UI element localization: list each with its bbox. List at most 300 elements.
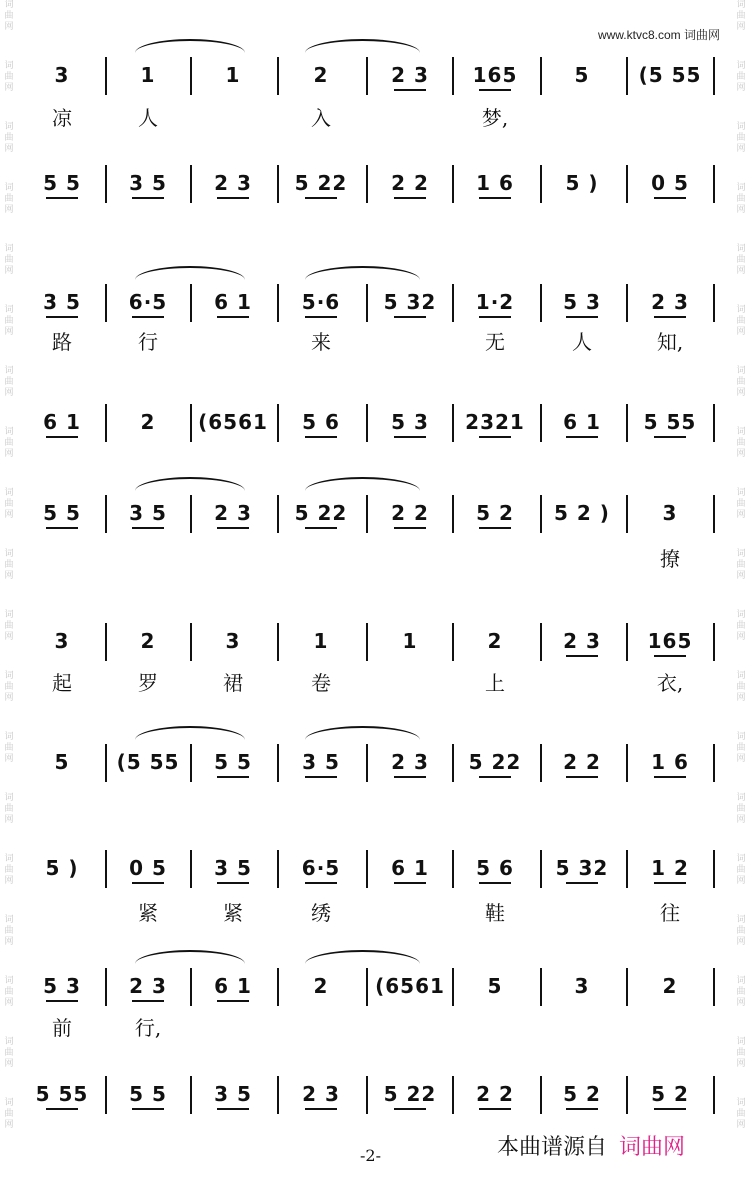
watermark-char: 词: [736, 854, 746, 864]
note-group: (6561: [375, 974, 445, 998]
watermark-char: 网: [736, 266, 746, 276]
watermark-char: 曲: [4, 926, 14, 936]
watermark-char: 网: [4, 693, 14, 703]
lyric-char: 入: [311, 106, 331, 130]
score-line: [0, 750, 750, 802]
underline-beam: [305, 527, 337, 529]
bar-line: [277, 57, 279, 95]
note-group: 2: [487, 629, 503, 653]
underline-beam: [566, 655, 598, 657]
note-group: 5 5: [214, 750, 252, 774]
watermark-char: 词: [736, 1037, 746, 1047]
underline-beam: [305, 197, 337, 199]
note-group: 2321: [465, 410, 525, 434]
underline-beam: [479, 89, 511, 91]
watermark-char: 曲: [4, 1048, 14, 1058]
lyric-char: 凉: [52, 106, 72, 130]
watermark-char: 网: [4, 1120, 14, 1130]
watermark-char: 词: [736, 0, 746, 10]
score-line: [0, 856, 750, 908]
underline-beam: [132, 1108, 164, 1110]
watermark-char: 词: [4, 610, 14, 620]
bar-line: [540, 744, 542, 782]
note-group: 6 1: [214, 974, 252, 998]
watermark-char: 曲: [736, 1109, 746, 1119]
watermark-char: 网: [736, 998, 746, 1008]
note-group: 5 5: [43, 171, 81, 195]
watermark-char: 曲: [4, 743, 14, 753]
bar-line: [713, 404, 715, 442]
watermark-char: 网: [736, 449, 746, 459]
watermark-char: 曲: [736, 194, 746, 204]
watermark-char: 词: [4, 427, 14, 437]
watermark-char: 曲: [736, 255, 746, 265]
watermark-char: 词: [736, 122, 746, 132]
lyric-char: 卷: [311, 671, 331, 695]
note-group: 6 1: [214, 290, 252, 314]
note-group: 5 22: [294, 171, 348, 195]
bar-line: [452, 1076, 454, 1114]
watermark-char: 网: [4, 815, 14, 825]
credit-brand: 词曲网: [619, 1135, 686, 1160]
bar-line: [540, 1076, 542, 1114]
lyric-char: 起: [52, 671, 72, 695]
watermark-char: 网: [736, 1059, 746, 1069]
bar-line: [452, 850, 454, 888]
watermark-char: 曲: [4, 377, 14, 387]
note-group: 6 1: [563, 410, 601, 434]
watermark-char: 网: [736, 571, 746, 581]
watermark-char: 词: [736, 610, 746, 620]
watermark-char: 曲: [4, 72, 14, 82]
note-group: 5 32: [383, 290, 437, 314]
bar-line: [366, 968, 368, 1006]
bar-line: [366, 495, 368, 533]
watermark-char: 网: [4, 388, 14, 398]
bar-line: [366, 1076, 368, 1114]
note-group: 5 22: [294, 501, 348, 525]
note-group: 5 32: [555, 856, 609, 880]
lyric-char: 紧: [223, 901, 243, 925]
underline-beam: [654, 882, 686, 884]
note-group: 1: [402, 629, 418, 653]
watermark-char: 曲: [4, 865, 14, 875]
note-group: 2 2: [476, 1082, 514, 1106]
underline-beam: [479, 527, 511, 529]
bar-line: [366, 623, 368, 661]
underline-beam: [217, 1108, 249, 1110]
watermark-char: 网: [736, 632, 746, 642]
lyric-char: 罗: [138, 671, 158, 695]
note-group: 3 5: [302, 750, 340, 774]
watermark-char: 曲: [4, 804, 14, 814]
watermark-char: 曲: [736, 865, 746, 875]
underline-beam: [566, 316, 598, 318]
lyric-char: 行: [138, 330, 158, 354]
bar-line: [105, 623, 107, 661]
lyric-char: 行,: [134, 1016, 162, 1040]
bar-line: [626, 57, 628, 95]
watermark-char: 曲: [4, 194, 14, 204]
note-group: 6·5: [128, 290, 168, 314]
bar-line: [452, 165, 454, 203]
underline-beam: [654, 776, 686, 778]
underline-beam: [479, 776, 511, 778]
lyric-char: 无: [485, 330, 505, 354]
watermark-char: 网: [4, 632, 14, 642]
bar-line: [277, 968, 279, 1006]
watermark-char: 网: [4, 998, 14, 1008]
watermark-char: 曲: [4, 438, 14, 448]
watermark-char: 曲: [4, 621, 14, 631]
watermark-char: 网: [736, 754, 746, 764]
score-line: [0, 501, 750, 553]
underline-beam: [394, 89, 426, 91]
watermark-char: 词: [4, 366, 14, 376]
score-line: [0, 63, 750, 115]
watermark-char: 曲: [736, 743, 746, 753]
watermark-char: 网: [736, 937, 746, 947]
underline-beam: [305, 882, 337, 884]
bar-line: [452, 57, 454, 95]
bar-line: [190, 404, 192, 442]
bar-line: [452, 968, 454, 1006]
score-line: [0, 629, 750, 681]
bar-line: [626, 284, 628, 322]
watermark-char: 词: [4, 1037, 14, 1047]
watermark-char: 曲: [736, 621, 746, 631]
underline-beam: [132, 1000, 164, 1002]
note-group: 3 5: [43, 290, 81, 314]
watermark-char: 词: [736, 183, 746, 193]
note-group: 1: [313, 629, 329, 653]
underline-beam: [566, 776, 598, 778]
bar-line: [190, 495, 192, 533]
note-group: 2 3: [302, 1082, 340, 1106]
note-group: 2 3: [214, 171, 252, 195]
watermark-char: 曲: [736, 682, 746, 692]
watermark-char: 曲: [736, 377, 746, 387]
underline-beam: [479, 197, 511, 199]
slur-arc: [135, 39, 245, 53]
note-group: 2 3: [214, 501, 252, 525]
bar-line: [626, 623, 628, 661]
slur-arc: [135, 950, 245, 964]
watermark-char: 曲: [4, 987, 14, 997]
underline-beam: [217, 197, 249, 199]
lyric-char: 人: [138, 106, 158, 130]
underline-beam: [394, 197, 426, 199]
underline-beam: [394, 882, 426, 884]
bar-line: [713, 57, 715, 95]
watermark-char: 词: [736, 1098, 746, 1108]
page-number: -2-: [360, 1146, 381, 1165]
watermark-char: 曲: [736, 804, 746, 814]
bar-line: [713, 623, 715, 661]
watermark-char: 曲: [4, 316, 14, 326]
underline-beam: [394, 436, 426, 438]
watermark-char: 词: [4, 732, 14, 742]
note-group: 5 5: [129, 1082, 167, 1106]
site-watermark: www.ktvc8.com 词曲网: [597, 28, 720, 42]
note-group: 2: [313, 63, 329, 87]
note-group: 5 2: [563, 1082, 601, 1106]
note-group: 5 2 ): [554, 501, 610, 525]
bar-line: [366, 744, 368, 782]
watermark-char: 词: [736, 366, 746, 376]
watermark-char: 曲: [736, 499, 746, 509]
note-group: 2 3: [391, 750, 429, 774]
bar-line: [190, 744, 192, 782]
underline-beam: [217, 882, 249, 884]
bar-line: [105, 744, 107, 782]
note-group: 3: [54, 629, 70, 653]
credit-prefix: 本曲谱源自: [497, 1135, 608, 1160]
watermark-char: 词: [736, 61, 746, 71]
lyric-char: 裙: [223, 671, 243, 695]
note-group: 5 ): [565, 171, 599, 195]
watermark-char: 词: [736, 549, 746, 559]
watermark-char: 词: [4, 854, 14, 864]
bar-line: [626, 850, 628, 888]
underline-beam: [394, 1108, 426, 1110]
watermark-char: 网: [4, 205, 14, 215]
lyric-char: 人: [572, 330, 592, 354]
note-group: 0 5: [129, 856, 167, 880]
note-group: 2: [140, 629, 156, 653]
note-group: 5: [487, 974, 503, 998]
watermark-char: 曲: [736, 133, 746, 143]
watermark-char: 网: [736, 1120, 746, 1130]
watermark-char: 词: [4, 671, 14, 681]
underline-beam: [394, 527, 426, 529]
note-group: 5 3: [391, 410, 429, 434]
note-group: 165: [472, 63, 518, 87]
note-group: 5 3: [563, 290, 601, 314]
watermark-char: 词: [4, 61, 14, 71]
note-group: 5 55: [35, 1082, 89, 1106]
watermark-char: 网: [4, 754, 14, 764]
note-group: (5 55: [638, 63, 702, 87]
bar-line: [540, 850, 542, 888]
note-group: 3: [225, 629, 241, 653]
watermark-char: 网: [4, 327, 14, 337]
bar-line: [713, 850, 715, 888]
underline-beam: [132, 882, 164, 884]
watermark-char: 词: [4, 915, 14, 925]
underline-beam: [46, 1000, 78, 1002]
bar-line: [190, 57, 192, 95]
watermark-char: 曲: [4, 255, 14, 265]
bar-line: [626, 744, 628, 782]
lyric-char: 上: [485, 671, 505, 695]
underline-beam: [46, 316, 78, 318]
slur-arc: [305, 477, 420, 491]
note-group: 2: [140, 410, 156, 434]
note-group: 5 55: [643, 410, 697, 434]
note-group: (5 55: [116, 750, 180, 774]
underline-beam: [305, 436, 337, 438]
underline-beam: [479, 316, 511, 318]
note-group: 0 5: [651, 171, 689, 195]
bar-line: [452, 744, 454, 782]
note-group: 5: [574, 63, 590, 87]
watermark-char: 词: [736, 671, 746, 681]
watermark-char: 曲: [4, 1109, 14, 1119]
watermark-char: 网: [4, 937, 14, 947]
bar-line: [190, 850, 192, 888]
lyric-char: 撩: [660, 547, 680, 571]
underline-beam: [132, 527, 164, 529]
note-group: (6561: [198, 410, 268, 434]
bar-line: [105, 495, 107, 533]
watermark-char: 曲: [736, 1048, 746, 1058]
bar-line: [713, 1076, 715, 1114]
bar-line: [540, 404, 542, 442]
bar-line: [277, 404, 279, 442]
note-group: 165: [647, 629, 693, 653]
lyric-char: 前: [52, 1016, 72, 1040]
bar-line: [277, 495, 279, 533]
lyric-char: 衣,: [656, 671, 684, 695]
watermark-char: 网: [736, 327, 746, 337]
note-group: 1 6: [476, 171, 514, 195]
source-credit: [497, 1130, 685, 1161]
underline-beam: [217, 1000, 249, 1002]
watermark-char: 词: [736, 732, 746, 742]
note-group: 3: [54, 63, 70, 87]
score-line: [0, 974, 750, 1026]
watermark-char: 词: [736, 305, 746, 315]
watermark-char: 网: [4, 83, 14, 93]
bar-line: [713, 284, 715, 322]
bar-line: [366, 57, 368, 95]
bar-line: [713, 495, 715, 533]
bar-line: [366, 404, 368, 442]
underline-beam: [46, 1108, 78, 1110]
note-group: 5: [54, 750, 70, 774]
underline-beam: [654, 316, 686, 318]
note-group: 5 6: [302, 410, 340, 434]
lyric-char: 知,: [656, 330, 684, 354]
watermark-char: 网: [4, 22, 14, 32]
score-line: [0, 410, 750, 462]
watermark-char: 网: [4, 449, 14, 459]
lyric-char: 来: [311, 330, 331, 354]
note-group: 1·2: [475, 290, 515, 314]
watermark-char: 曲: [4, 11, 14, 21]
bar-line: [540, 57, 542, 95]
note-group: 2 3: [563, 629, 601, 653]
watermark-char: 网: [736, 693, 746, 703]
watermark-char: 词: [4, 305, 14, 315]
underline-beam: [566, 1108, 598, 1110]
watermark-char: 网: [736, 205, 746, 215]
watermark-char: 曲: [736, 987, 746, 997]
watermark-char: 网: [736, 876, 746, 886]
note-group: 5 ): [45, 856, 79, 880]
bar-line: [105, 165, 107, 203]
bar-line: [105, 1076, 107, 1114]
watermark-char: 曲: [4, 682, 14, 692]
bar-line: [277, 165, 279, 203]
underline-beam: [46, 197, 78, 199]
watermark-char: 词: [4, 183, 14, 193]
watermark-char: 词: [4, 0, 14, 10]
underline-beam: [132, 197, 164, 199]
underline-beam: [217, 316, 249, 318]
slur-arc: [135, 726, 245, 740]
lyric-char: 路: [52, 330, 72, 354]
lyric-char: 紧: [138, 901, 158, 925]
note-group: 1 6: [651, 750, 689, 774]
note-group: 2 3: [129, 974, 167, 998]
slur-arc: [305, 39, 420, 53]
bar-line: [366, 850, 368, 888]
note-group: 5 22: [468, 750, 522, 774]
bar-line: [452, 284, 454, 322]
watermark-char: 词: [4, 793, 14, 803]
watermark-char: 网: [4, 266, 14, 276]
note-group: 2 3: [391, 63, 429, 87]
bar-line: [277, 850, 279, 888]
watermark-char: 网: [736, 22, 746, 32]
bar-line: [190, 1076, 192, 1114]
underline-beam: [654, 1108, 686, 1110]
note-group: 2: [313, 974, 329, 998]
bar-line: [540, 495, 542, 533]
bar-line: [626, 1076, 628, 1114]
watermark-char: 词: [736, 488, 746, 498]
note-group: 2: [662, 974, 678, 998]
underline-beam: [479, 436, 511, 438]
watermark-char: 网: [4, 876, 14, 886]
watermark-char: 网: [736, 388, 746, 398]
watermark-char: 网: [4, 1059, 14, 1069]
bar-line: [277, 284, 279, 322]
note-group: 5 2: [476, 501, 514, 525]
underline-beam: [479, 882, 511, 884]
underline-beam: [566, 436, 598, 438]
score-line: [0, 171, 750, 223]
note-group: 3: [574, 974, 590, 998]
watermark-char: 词: [4, 244, 14, 254]
bar-line: [190, 623, 192, 661]
bar-line: [366, 284, 368, 322]
note-group: 3 5: [214, 856, 252, 880]
watermark-char: 曲: [736, 438, 746, 448]
watermark-char: 曲: [4, 133, 14, 143]
underline-beam: [46, 527, 78, 529]
bar-line: [277, 744, 279, 782]
bar-line: [452, 623, 454, 661]
underline-beam: [566, 882, 598, 884]
note-group: 1: [140, 63, 156, 87]
bar-line: [713, 744, 715, 782]
watermark-char: 词: [4, 976, 14, 986]
underline-beam: [305, 316, 337, 318]
underline-beam: [394, 316, 426, 318]
watermark-char: 网: [4, 571, 14, 581]
underline-beam: [479, 1108, 511, 1110]
watermark-char: 词: [4, 122, 14, 132]
underline-beam: [46, 436, 78, 438]
bar-line: [540, 165, 542, 203]
slur-arc: [135, 477, 245, 491]
bar-line: [190, 968, 192, 1006]
bar-line: [366, 165, 368, 203]
underline-beam: [132, 316, 164, 318]
